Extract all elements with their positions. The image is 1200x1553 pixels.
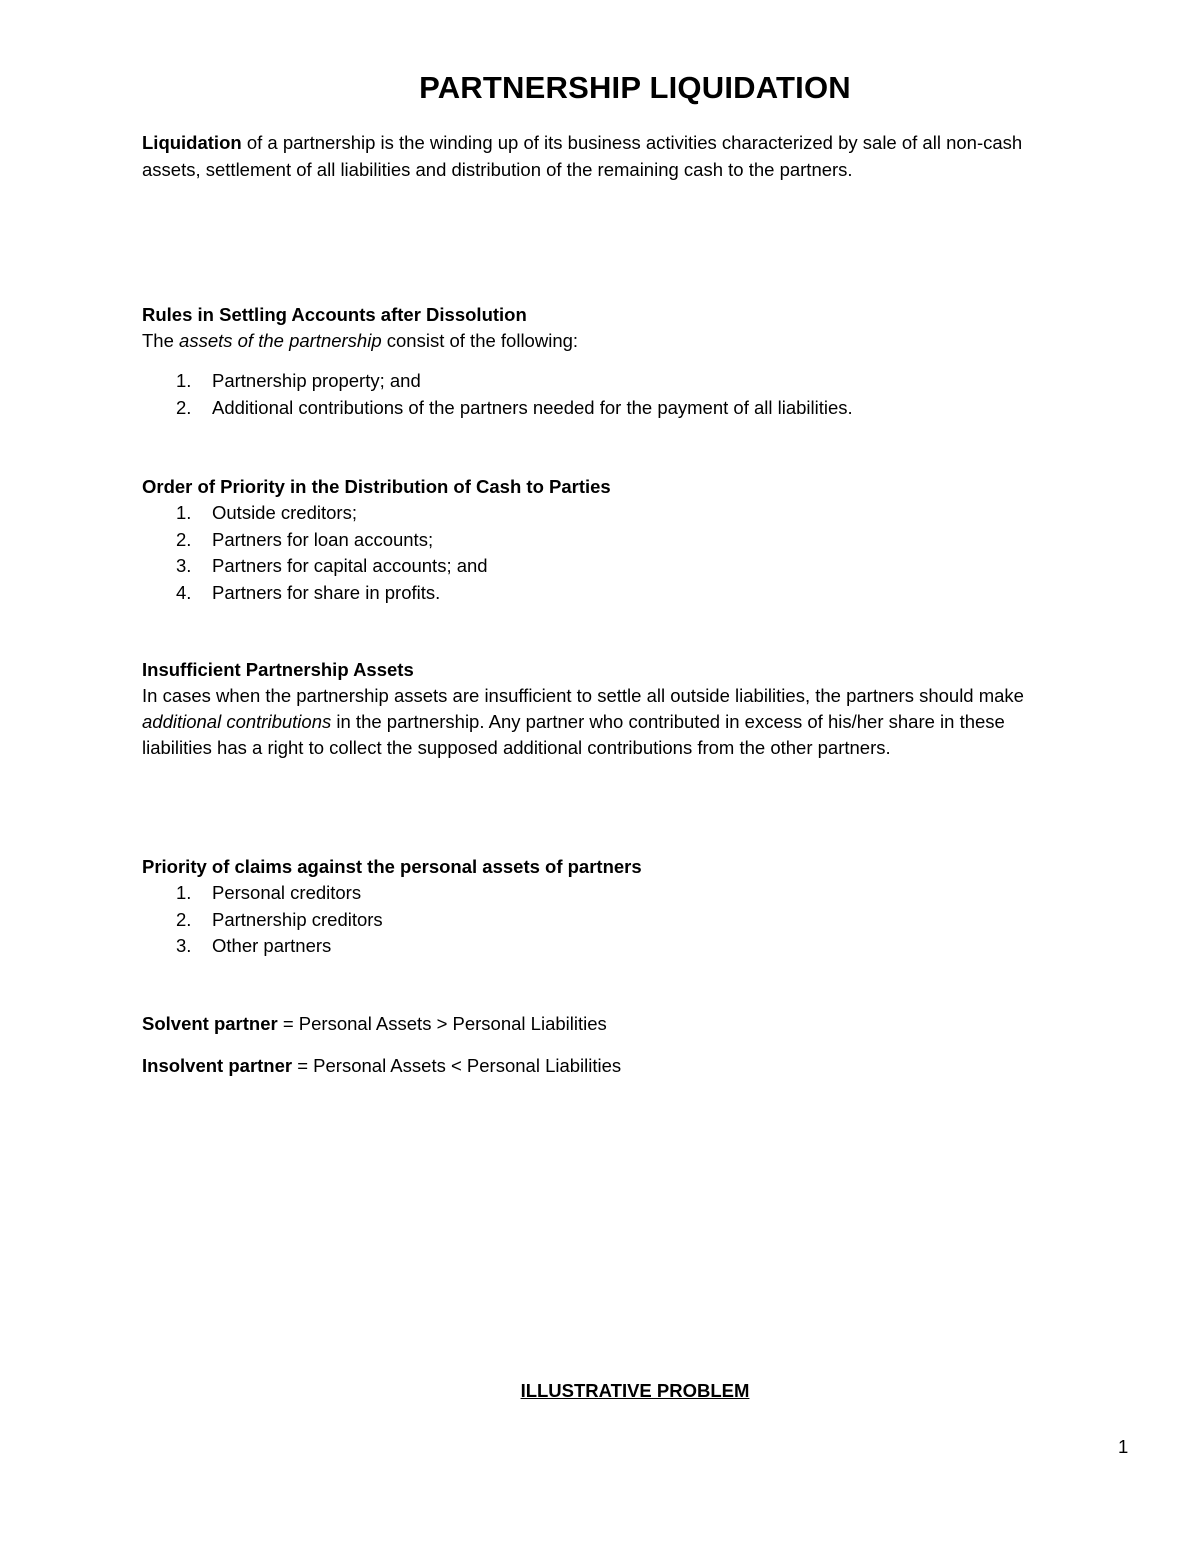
rules-intro-pre: The <box>142 330 180 351</box>
intro-line-2: assets, settlement of all liabilities and distribution of the remaining cash to the partners. <box>142 159 853 180</box>
rules-intro-post: consist of the following: <box>381 330 579 351</box>
list-number: 2. <box>176 528 192 550</box>
list-item <box>142 395 853 422</box>
solvent-term: Solvent partner <box>142 1013 278 1034</box>
list-text: Partnership creditors <box>212 908 383 930</box>
list-text: Partners for capital accounts; and <box>212 555 488 576</box>
list-text: Partnership property; and <box>212 370 421 391</box>
solvent-definition <box>142 1011 607 1038</box>
list-number: 2. <box>176 396 192 418</box>
rules-list <box>142 368 853 421</box>
list-number: 1. <box>176 882 192 903</box>
claims-list <box>142 880 383 960</box>
list-item <box>142 880 383 907</box>
insolvent-definition <box>142 1053 621 1080</box>
list-item <box>142 553 488 580</box>
page-title: PARTNERSHIP LIQUIDATION <box>419 70 851 105</box>
claims-heading: Priority of claims against the personal assets of partners <box>142 856 642 877</box>
intro-line-1 <box>142 130 1022 157</box>
list-number: 1. <box>176 502 192 523</box>
list-number: 4. <box>176 581 192 603</box>
illustrative-problem-heading: ILLUSTRATIVE PROBLEM <box>520 1380 750 1401</box>
list-item <box>142 527 488 554</box>
list-text: Personal creditors <box>212 882 362 903</box>
insufficient-line-2-text: in the partnership. Any partner who contributed in excess of his/her share in these <box>331 711 1005 732</box>
list-number: 3. <box>176 935 192 956</box>
intro-line-1-text: of a partnership is the winding up of its business activities characterized by sale of all non-cash <box>241 132 1023 153</box>
insufficient-heading: Insufficient Partnership Assets <box>142 659 414 680</box>
list-item <box>142 500 488 527</box>
intro-term: Liquidation <box>142 132 242 153</box>
solvent-text: = Personal Assets > Personal Liabilities <box>277 1013 607 1034</box>
rules-intro <box>142 328 578 355</box>
list-text: Partners for loan accounts; <box>212 528 434 550</box>
list-text: Outside creditors; <box>212 502 357 523</box>
insufficient-italic: additional contributions <box>142 711 332 732</box>
list-number: 1. <box>176 370 192 391</box>
insufficient-line-3: liabilities has a right to collect the supposed additional contributions from the other partners. <box>142 737 891 758</box>
priority-list <box>142 500 488 606</box>
priority-heading: Order of Priority in the Distribution of Cash to Parties <box>142 476 611 497</box>
list-item <box>142 933 383 960</box>
page-number: 1 <box>1118 1436 1129 1457</box>
list-number: 2. <box>176 908 192 930</box>
insolvent-term: Insolvent partner <box>142 1055 293 1076</box>
list-item <box>142 580 488 607</box>
rules-intro-italic: assets of the partnership <box>179 330 382 351</box>
list-text: Additional contributions of the partners needed for the payment of all liabilities. <box>212 396 853 418</box>
list-number: 3. <box>176 555 192 576</box>
insufficient-line-1: In cases when the partnership assets are insufficient to settle all outside liabilities, the partners should make <box>142 685 1024 706</box>
list-text: Partners for share in profits. <box>212 581 441 603</box>
list-text: Other partners <box>212 935 332 956</box>
list-item <box>142 368 853 395</box>
insolvent-text: = Personal Assets < Personal Liabilities <box>292 1055 622 1076</box>
rules-heading: Rules in Settling Accounts after Dissolution <box>142 304 527 325</box>
insufficient-line-2 <box>142 709 1005 736</box>
list-item <box>142 907 383 934</box>
